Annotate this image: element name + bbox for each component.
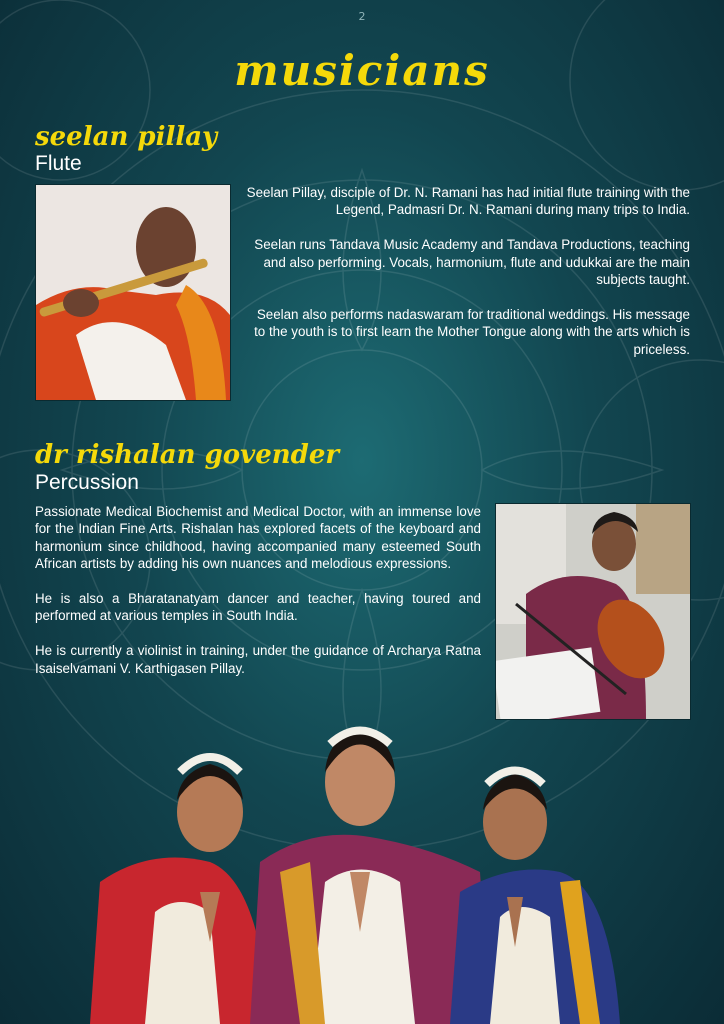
- bio-paragraph: Seelan runs Tandava Music Academy and Tandava Productions, teaching and also performing. Vocals, harmonium, flute and udukkai are the main subjects taught.: [254, 237, 690, 288]
- musician-bio-seelan: [243, 184, 690, 375]
- musician-name-rishalan: dr rishalan govender: [35, 440, 340, 470]
- flute-player-illustration: [36, 185, 230, 400]
- page-marker: 2: [358, 10, 366, 23]
- violinist-photo: [495, 503, 691, 720]
- bio-paragraph: Passionate Medical Biochemist and Medical Doctor, with an immense love for the Indian Fine Arts. Rishalan has explored facets of the keyboard and harmonium since childhood, having accompanied many esteemed South African artists by adding his own nuances and melodious expressions.: [35, 504, 481, 572]
- flute-player-photo: [35, 184, 231, 401]
- bio-paragraph: He is currently a violinist in training, under the guidance of Archarya Ratna Isaiselvamani V. Karthigasen Pillay.: [35, 643, 481, 676]
- page-title: musicians: [234, 46, 490, 95]
- bio-paragraph: He is also a Bharatanatyam dancer and teacher, having toured and performed at various temples in South India.: [35, 591, 481, 624]
- musician-bio-rishalan: [35, 503, 481, 694]
- dancer-left: [90, 757, 270, 1024]
- musician-role-seelan: Flute: [35, 152, 82, 175]
- bharatanatyam-dancers-illustration: [60, 712, 660, 1024]
- musician-role-rishalan: Percussion: [35, 471, 139, 494]
- bio-paragraph: Seelan also performs nadaswaram for traditional weddings. His message to the youth is to first learn the Mother Tongue along with the arts which is priceless.: [254, 306, 690, 357]
- musician-name-seelan: seelan pillay: [35, 122, 218, 152]
- bio-paragraph: Seelan Pillay, disciple of Dr. N. Ramani has had initial flute training with the Legend, Padmasri Dr. N. Ramani during many trips to India.: [246, 185, 690, 218]
- dancer-right: [450, 771, 620, 1024]
- violinist-illustration: [496, 504, 690, 719]
